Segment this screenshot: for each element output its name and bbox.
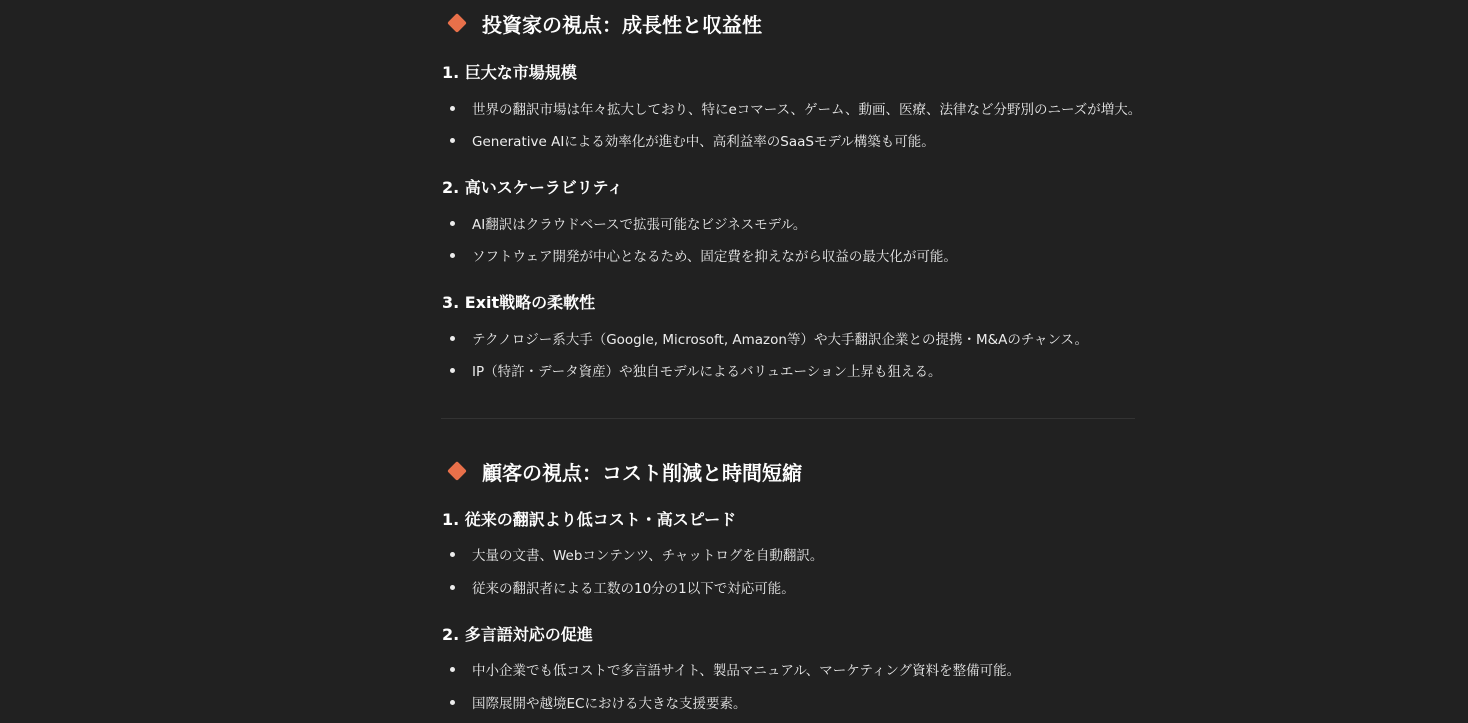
section-heading-investor: [446, 8, 762, 38]
list-item-text: テクノロジー系大手（Google, Microsoft, Amazon等）や大手翻訳企業との提携・M&Aのチャンス。: [472, 332, 1088, 348]
list-item-text: 大量の文書、Webコンテンツ、チャットログを自動翻訳。: [472, 548, 824, 564]
subsection-heading: 3. Exit戦略の柔軟性: [442, 293, 596, 312]
orange-diamond-icon: [447, 461, 467, 481]
list-item-text: 中小企業でも低コストで多言語サイト、製品マニュアル、マーケティング資料を整備可能。: [472, 663, 1021, 679]
section-title-text: 投資家の視点：成長性と収益性: [482, 12, 762, 37]
subsection-heading: 1. 巨大な市場規模: [442, 63, 577, 82]
section-heading-customer: [446, 456, 802, 486]
list-item-text: 国際展開や越境ECにおける大きな支援要素。: [472, 696, 747, 712]
bullet-icon: [450, 667, 455, 672]
orange-diamond-icon: [447, 13, 467, 33]
list-item-text: ソフトウェア開発が中心となるため、固定費を抑えながら収益の最大化が可能。: [472, 249, 957, 265]
section-title-text: 顧客の視点：コスト削減と時間短縮: [482, 460, 802, 485]
bullet-icon: [450, 585, 455, 590]
bullet-icon: [450, 253, 455, 258]
section-divider: [441, 418, 1135, 419]
list-item-text: Generative AIによる効率化が進む中、高利益率のSaaSモデル構築も可能。: [472, 134, 935, 150]
subsection-heading: 2. 多言語対応の促進: [442, 625, 593, 644]
list-item: [441, 692, 746, 712]
list-item: [441, 577, 795, 597]
list-item: [441, 130, 935, 150]
bullet-icon: [450, 106, 455, 111]
list-item-text: 世界の翻訳市場は年々拡大しており、特にeコマース、ゲーム、動画、医療、法律など分野別のニーズが増大。: [472, 102, 1142, 118]
list-item: [441, 360, 942, 380]
bullet-icon: [450, 700, 455, 705]
list-item: [441, 245, 957, 265]
list-item-text: 従来の翻訳者による工数の10分の1以下で対応可能。: [472, 581, 795, 597]
list-item-text: AI翻訳はクラウドベースで拡張可能なビジネスモデル。: [472, 217, 807, 233]
subsection-heading: 1. 従来の翻訳より低コスト・高スピード: [442, 510, 737, 529]
bullet-icon: [450, 138, 455, 143]
list-item: [441, 213, 806, 233]
bullet-icon: [450, 368, 455, 373]
list-item: [441, 328, 1088, 348]
list-item-text: IP（特許・データ資産）や独自モデルによるバリュエーション上昇も狙える。: [472, 364, 942, 380]
bullet-icon: [450, 552, 455, 557]
list-item: [441, 659, 1020, 679]
bullet-icon: [450, 221, 455, 226]
list-item: [441, 544, 823, 564]
subsection-heading: 2. 高いスケーラビリティ: [442, 178, 624, 197]
list-item: [441, 98, 1141, 118]
bullet-icon: [450, 336, 455, 341]
